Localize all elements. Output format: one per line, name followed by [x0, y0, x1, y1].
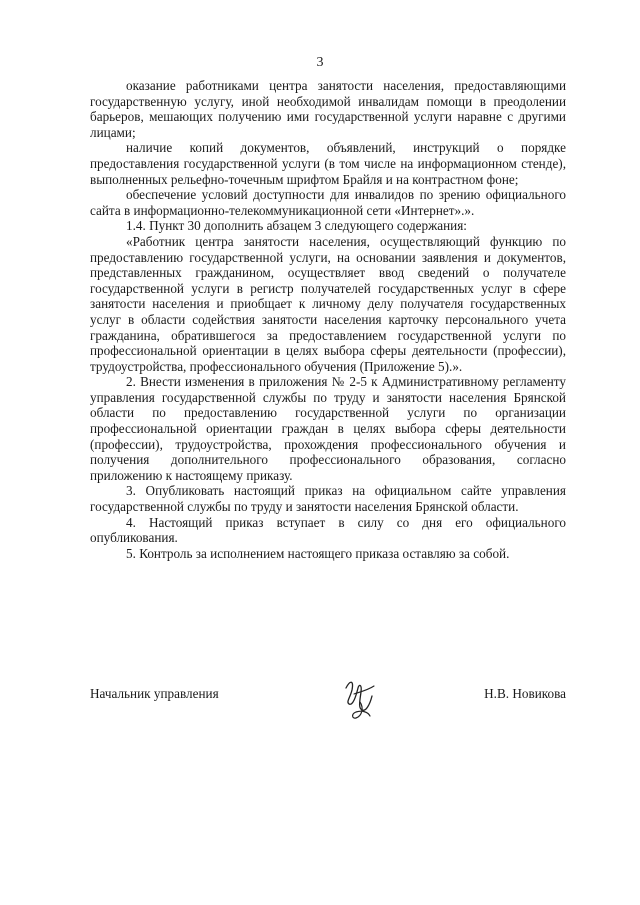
paragraph-item-2: 2. Внести изменения в приложения № 2-5 к Административному регламенту управления государственной службы по труду и занятости населения Брянской области по предоставлению государственной услуги по организации профессиональной ориентации граждан в целях выбора сферы деятельности (профессии), трудоустройства, прохождения профессионального обучения и получения дополнительного профессионального образования, согласно приложению к настоящему приказу.	[90, 374, 566, 483]
paragraph-assistance: оказание работниками центра занятости населения, предоставляющими государственную услугу, иной необходимой инвалидам помощи в преодолении барьеров, мешающих получению ими государственной услуги наравне с другими лицами;	[90, 78, 566, 140]
paragraph-item-3: 3. Опубликовать настоящий приказ на официальном сайте управления государственной службы по труду и занятости населения Брянской области.	[90, 483, 566, 515]
paragraph-website-accessibility: обеспечение условий доступности для инвалидов по зрению официального сайта в информационно-телекоммуникационной сети «Интернет».».	[90, 187, 566, 218]
paragraph-braille-copies: наличие копий документов, объявлений, инструкций о порядке предоставления государственной услуги (в том числе на информационном стенде), выполненных рельефно-точечным шрифтом Брайля и на контрастном фоне;	[90, 140, 566, 187]
page-number: 3	[316, 55, 324, 70]
handwritten-signature	[340, 674, 380, 720]
signatory-name: Н.В. Новикова	[484, 686, 566, 701]
paragraph-quoted-amendment: «Работник центра занятости населения, осуществляющий функцию по предоставлению государственной услуги, на основании заявления и документов, представленных гражданином, осуществляет ввод сведений о получателе государственной услуги в регистр получателей государственных услуг в сфере занятости населения и приобщает к личному делу получателя государственных услуг в области содействия занятости населения карточку персонального учета гражданина, обратившегося за предоставлением государственной услуги по профессиональной ориентации в целях выбора сферы деятельности (профессии), трудоустройства, профессионального обучения (Приложение 5).».	[90, 233, 566, 374]
signatory-title: Начальник управления	[90, 686, 219, 701]
document-body	[90, 78, 566, 561]
signature-block	[90, 680, 566, 740]
paragraph-item-5: 5. Контроль за исполнением настоящего приказа оставляю за собой.	[126, 545, 510, 561]
paragraph-item-1-4: 1.4. Пункт 30 дополнить абзацем 3 следующего содержания:	[126, 218, 467, 234]
paragraph-item-4: 4. Настоящий приказ вступает в силу со дня его официального опубликования.	[90, 514, 566, 546]
